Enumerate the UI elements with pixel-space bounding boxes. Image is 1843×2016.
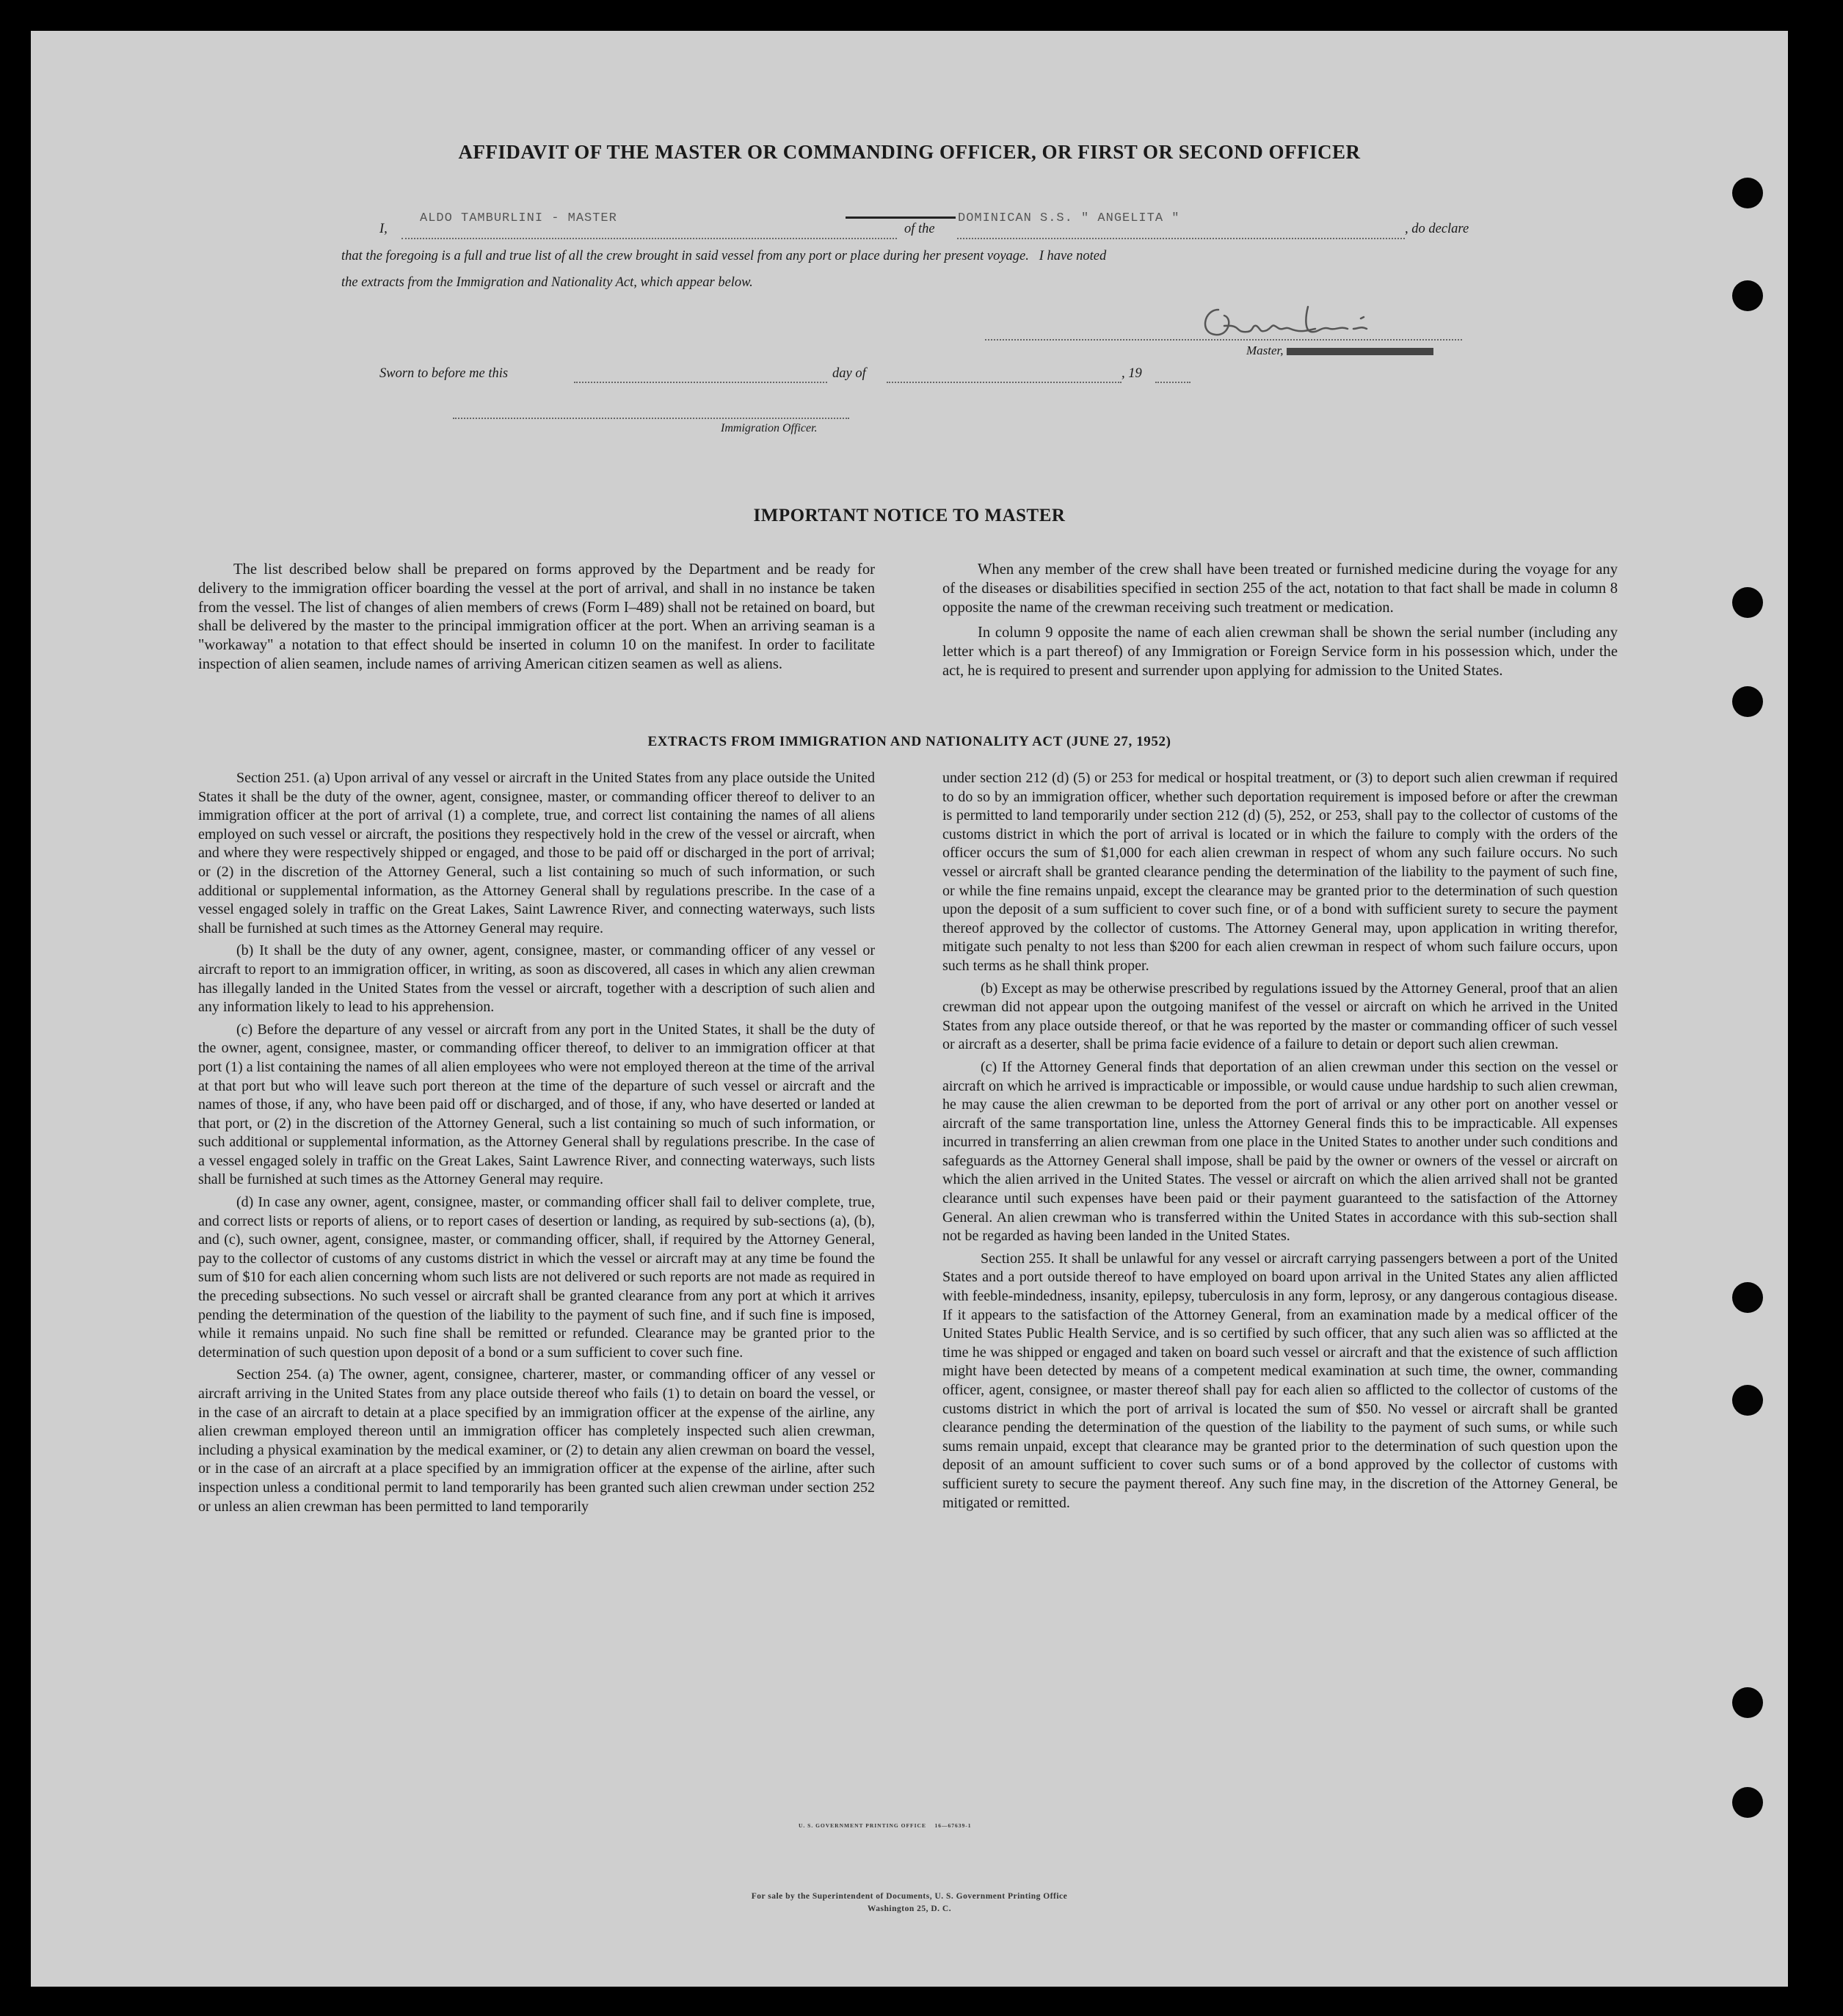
master-signature xyxy=(1191,296,1411,349)
struck-out-text xyxy=(1287,348,1433,355)
footer-line-1: For sale by the Superintendent of Documents, U. S. Government Printing Office xyxy=(751,1892,1068,1901)
sworn-day-line xyxy=(574,382,827,383)
section-251-a: Section 251. (a) Upon arrival of any vessel or aircraft in the United States from any place outside the United States it shall be the duty of the owner, agent, consignee, master, or commanding officer thereof to deliver to an immigration officer at the port of arrival (1) a complete, true, and correct list containing the names of all aliens employed on such vessel or aircraft, the positions they respectively hold in the crew of the vessel or aircraft, when and where they were respectively shipped or engaged, and those to be paid off or discharged in the port of arrival; or (2) in the discretion of the Attorney General, such a list containing so much of such information, or such additional or supplemental information, as the Attorney General shall by regulations prescribe. In the case of a vessel engaged solely in traffic on the Great Lakes, Saint Lawrence River, and connecting waterways, such lists shall be furnished at such times as the Attorney General may require. xyxy=(198,770,875,936)
signature-line xyxy=(985,339,1462,341)
vessel-value: DOMINICAN S.S. " ANGELITA " xyxy=(958,211,1180,225)
sworn-label: Sworn to before me this xyxy=(379,366,509,381)
notice-left-column xyxy=(198,561,875,681)
officer-signature-line xyxy=(453,418,849,419)
notice-right-paragraph-1: When any member of the crew shall have been treated or furnished medicine during the voyage for any of the diseases or disabilities specified in section 255 of the act, notation to that fact shall be made in column 8 opposite the name of the crewman receiving such treatment or medication. xyxy=(942,561,1618,616)
immigration-officer-label: Immigration Officer. xyxy=(721,422,818,434)
master-name-line xyxy=(401,238,897,239)
declaration-line-2: the extracts from the Immigration and Nationality Act, which appear below. xyxy=(341,275,753,290)
punch-hole xyxy=(1732,178,1763,208)
master-name-value: ALDO TAMBURLINI - MASTER xyxy=(420,211,617,225)
printer-mark: U. S. GOVERNMENT PRINTING OFFICE 16—67639-1 xyxy=(799,1822,972,1829)
extracts-right-column xyxy=(942,769,1618,1516)
section-251-c: (c) Before the departure of any vessel or aircraft from any port in the United States, it shall be the duty of the owner, agent, consignee, master, or commanding officer thereof, to deliver to an immigration officer at that port (1) a list containing the names of all alien employees who were not employed thereon at the time of the arrival at that port but who will leave such port thereon at the time of the departure of such vessel or aircraft and the names of those, if any, who have been paid off or discharged, and of those, if any, who have deserted or landed at that port, or (2) in the discretion of the Attorney General, such a list containing so much of such information, or such additional or supplemental information, as the Attorney General shall by regulations prescribe. In the case of a vessel engaged solely in traffic on the Great Lakes, Saint Lawrence River, and connecting waterways, such lists shall be furnished at such times as the Attorney General may require. xyxy=(198,1021,875,1188)
notice-right-paragraph-2: In column 9 opposite the name of each alien crewman shall be shown the serial number (including any letter which is a part thereof) of any Immigration or Foreign Service form in his possession which, under the act, he is required to present and surrender upon applying for admission to the United States. xyxy=(942,625,1618,679)
section-254-a: Section 254. (a) The owner, agent, consignee, charterer, master, or commanding officer of any vessel or aircraft arriving in the United States from any place outside thereof who fails (1) to detain on board the vessel, or in the case of an aircraft to detain at a place specified by an immigration officer at the expense of the airline, any alien crewman employed thereon until an immigration officer has completely inspected such alien crewman, including a physical examination by the medical examiner, or (2) to detain any alien crewman on board the vessel, or in the case of an aircraft at a place specified by an immigration officer at the expense of the airline, after such inspection unless a conditional permit to land temporarily has been granted such alien crewman under section 252 or unless an alien crewman has been permitted to land temporarily xyxy=(198,1367,875,1515)
punch-hole xyxy=(1732,1282,1763,1313)
declaration-line-1: that the foregoing is a full and true list of all the crew brought in said vessel from any port or place during her present voyage. I have noted xyxy=(341,249,1107,263)
notice-right-column xyxy=(942,561,1618,688)
of-the-label: of the xyxy=(904,222,935,236)
notice-left-paragraph: The list described below shall be prepared on forms approved by the Department and be ready for delivery to the immigration officer boarding the vessel at the port of arrival, and shall in no instance be taken from the vessel. The list of changes of alien members of crews (Form I–489) shall not be retained on board, but shall be delivered by the master to the principal immigration officer at the port. When an arriving seaman is a "workaway" a notation to that effect should be inserted in column 10 on the manifest. In order to facilitate inspection of alien seamen, include names of arriving American citizen seamen as well as aliens. xyxy=(198,561,875,672)
i-label: I, xyxy=(379,222,388,236)
section-251-b: (b) It shall be the duty of any owner, agent, consignee, master, or commanding officer of any vessel or aircraft to report to an immigration officer, in writing, as soon as discovered, all cases in which any alien crewman has illegally landed in the United States from the vessel or aircraft, together with a description of such alien and any information likely to lead to his apprehension. xyxy=(198,942,875,1016)
punch-hole xyxy=(1732,587,1763,618)
footer-line-2: Washington 25, D. C. xyxy=(867,1904,952,1913)
section-254-b: (b) Except as may be otherwise prescribed by regulations issued by the Attorney General, proof that an alien crewman did not appear upon the outgoing manifest of the vessel or aircraft on which he arrived in the United States from any place outside thereof, or that he was reported by the master or commanding officer of such vessel or aircraft as a deserter, shall be prima facie evidence of a failure to detain or deport such alien crewman. xyxy=(942,980,1618,1053)
extracts-heading: EXTRACTS FROM IMMIGRATION AND NATIONALITY ACT (JUNE 27, 1952) xyxy=(647,734,1171,749)
day-of-label: day of xyxy=(832,366,866,381)
do-declare-label: , do declare xyxy=(1405,222,1469,236)
punch-hole xyxy=(1732,1787,1763,1818)
signature-title-block xyxy=(1246,343,1433,358)
year-label: , 19 xyxy=(1122,366,1142,381)
section-255: Section 255. It shall be unlawful for any vessel or aircraft carrying passengers between a port of the United States and a port outside thereof to have employed on board upon arrival in the United States any alien afflicted with feeble-mindedness, insanity, epilepsy, tuberculosis in any form, leprosy, or any dangerous contagious disease. If it appears to the satisfaction of the Attorney General, from an examination made by a medical officer of the United States Public Health Service, and is so certified by such officer, that any such alien was so afflicted at the time he was shipped or engaged and taken on board such vessel or aircraft and that the existence of such affliction might have been detected by means of a competent medical examination at such time, the owner, commanding officer, agent, consignee, or master thereof shall pay for each alien so afflicted to the collector of customs of the customs district in which the port of arrival is located the sum of $50. No vessel or aircraft shall be granted clearance pending the determination of the question of the liability to the payment of such sums, or while such sums remain unpaid, except that clearance may be granted prior to the determination of such question upon the deposit of an amount sufficient to cover such sums or of a bond approved by the collector of customs with sufficient surety to secure the payment thereof. Any such fine may, in the discretion of the Attorney General, be mitigated or remitted. xyxy=(942,1250,1618,1511)
extracts-left-column xyxy=(198,769,875,1520)
affidavit-title: AFFIDAVIT OF THE MASTER OR COMMANDING OFFICER, OR FIRST OR SECOND OFFICER xyxy=(458,141,1361,163)
section-254-c: (c) If the Attorney General finds that deportation of an alien crewman under this section on the vessel or aircraft on which he arrived is impracticable or impossible, or would cause undue hardship to such alien crewman, he may cause the alien crewman to be deported from the port of arrival or any other port on another vessel or aircraft of the same transportation line, unless the Attorney General finds this to be impracticable. All expenses incurred in transferring an alien crewman from one place in the United States to another under such conditions and safeguards as the Attorney General shall impose, shall be paid by the owner or owners of the vessel or aircraft on which the alien arrived in the United States. The vessel or aircraft on which the alien arrived shall not be granted clearance until such expenses have been paid or their payment guaranteed to the satisfaction of the Attorney General. An alien crewman who is transferred within the United States in accordance with this sub-section shall not be regarded as having been landed in the United States. xyxy=(942,1058,1618,1245)
title-divider xyxy=(846,216,956,219)
sworn-month-line xyxy=(887,382,1122,383)
notice-heading: IMPORTANT NOTICE TO MASTER xyxy=(753,506,1066,525)
punch-hole xyxy=(1732,280,1763,311)
document-page xyxy=(31,31,1788,1987)
sworn-year-line xyxy=(1155,382,1191,383)
section-251-d: (d) In case any owner, agent, consignee, master, or commanding officer shall fail to deliver complete, true, and correct lists or reports of aliens, or to report cases of desertion or landing, as required by sub-sections (a), (b), and (c), such owner, agent, consignee, master, or commanding officer, shall, if required by the Attorney General, pay to the collector of customs of any customs district in which the vessel or aircraft may at any time be found the sum of $10 for each alien concerning whom such lists are not delivered or such reports are not made as required in the preceding subsections. No such vessel or aircraft shall be granted clearance from any port at which it arrives pending the determination of the question of the liability to the payment of such fine, and if such fine is imposed, while it remains unpaid. No such fine shall be remitted or refunded. Clearance may be granted prior to the determination of such question upon deposit of a bond or a sum sufficient to cover such fine. xyxy=(198,1194,875,1361)
section-254-a-continued: under section 212 (d) (5) or 253 for medical or hospital treatment, or (3) to deport such alien crewman if required to do so by an immigration officer, whether such deportation requirement is imposed before or after the crewman is permitted to land temporarily under section 212 (d) (5), 252, or 253, shall pay to the collector of customs of the customs district in which the port of arrival is located or in which the failure to comply with the orders of the officer occurs the sum of $1,000 for each alien crewman in respect of whom any such failure occurs. No such vessel or aircraft shall be granted clearance pending the determination of the liability to the payment of such fine, or while the fine remains unpaid, except the clearance may be granted prior to the determination of such question upon the deposit of a sum sufficient to cover such fine, or of a bond with sufficient surety to secure the payment thereof approved by the collector of customs. The Attorney General may, upon application in writing therefor, mitigate such penalty to not less than $200 for each alien crewman in respect of whom such failure occurs, upon such terms as he shall think proper. xyxy=(942,770,1618,974)
punch-hole xyxy=(1732,686,1763,717)
punch-hole xyxy=(1732,1687,1763,1718)
vessel-line xyxy=(957,238,1405,239)
signature-title: Master, xyxy=(1246,343,1284,357)
punch-hole xyxy=(1732,1385,1763,1416)
